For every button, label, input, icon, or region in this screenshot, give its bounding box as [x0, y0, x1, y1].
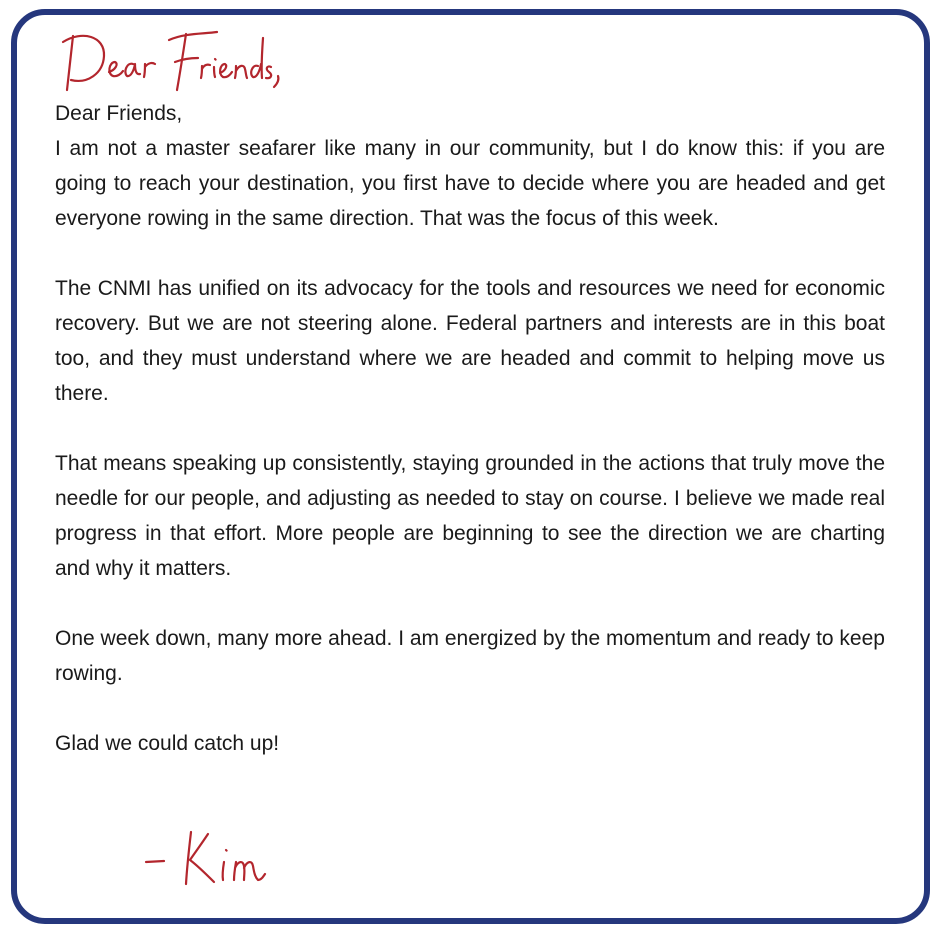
paragraph-gap — [55, 236, 885, 271]
salutation: Dear Friends, — [55, 102, 183, 125]
paragraph-gap — [55, 411, 885, 446]
handwritten-greeting — [57, 28, 287, 96]
paragraph-2: The CNMI has unified on its advocacy for the tools and resources we need for economic recovery. But we are not steering alone. Federal partners and interests are in this boat too, and they must understand where we are headed and commit to helping move us there. — [55, 277, 885, 405]
paragraph-4: One week down, many more ahead. I am energized by the momentum and ready to keep rowing. — [55, 627, 885, 685]
paragraph-1: I am not a master seafarer like many in our community, but I do know this: if you are going to reach your destination, you first have to decide where you are headed and get everyone rowing in the same direction. That was the focus of this week. — [55, 137, 885, 230]
paragraph-gap — [55, 691, 885, 726]
paragraph-3: That means speaking up consistently, staying grounded in the actions that truly move the needle for our people, and adjusting as needed to stay on course. I believe we made real progress in that effort. More people are beginning to see the direction we are charting and why it matters. — [55, 452, 885, 580]
paragraph-gap — [55, 586, 885, 621]
handwritten-signature — [142, 822, 272, 892]
closing-line: Glad we could catch up! — [55, 732, 280, 755]
letter-body — [55, 96, 885, 761]
